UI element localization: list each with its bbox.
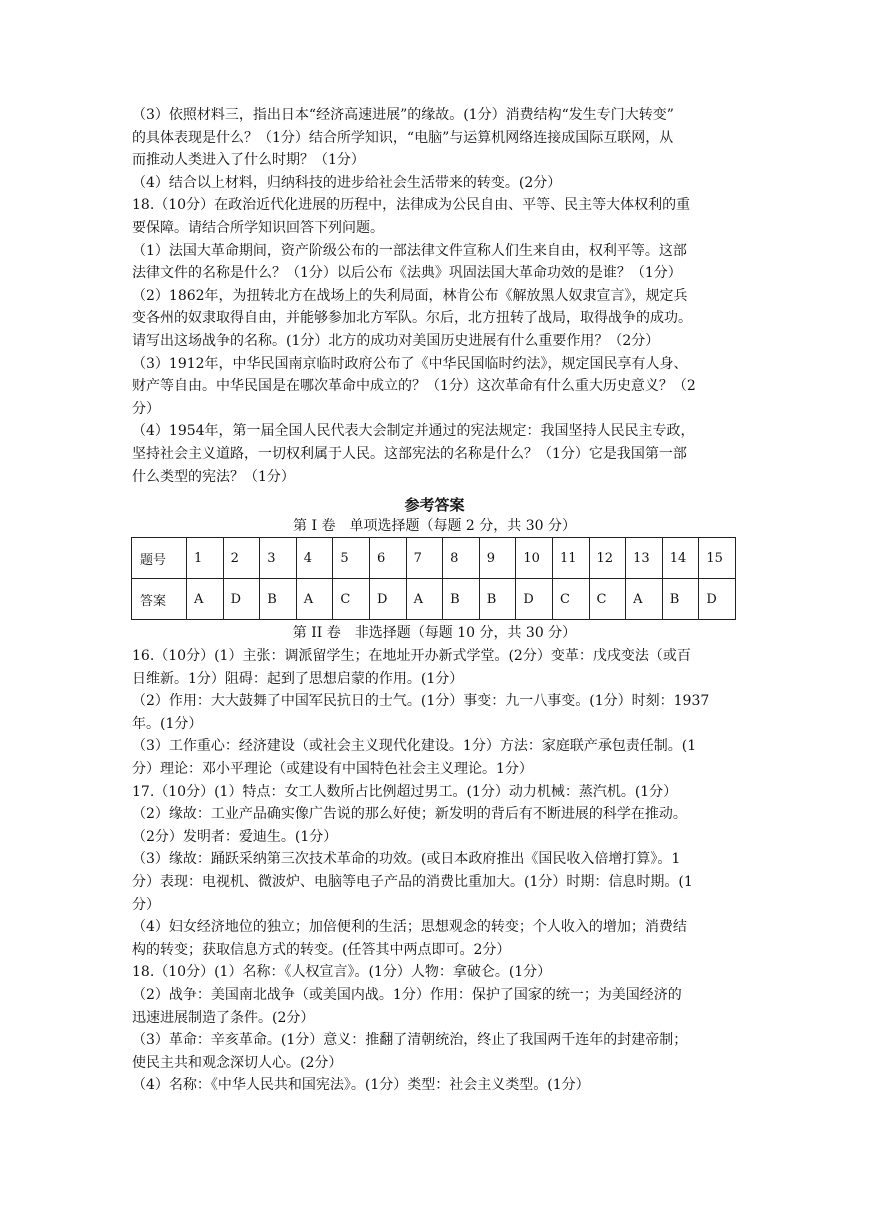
table-cell: 2 (223, 538, 260, 579)
table-cell: B (260, 579, 297, 620)
table-cell: A (626, 579, 663, 620)
table-row-answers (132, 579, 736, 620)
section1-title: 第 I 卷 单项选择题（每题 2 分，共 30 分） (293, 518, 576, 534)
question-line: （4）1954年，第一届全国人民代表大会制定并通过的宪法规定：我国坚持人民民主专政， (132, 423, 695, 440)
table-cell: B (662, 579, 699, 620)
answer-line: （2分）发明者：爱迪生。(1分） (132, 828, 338, 845)
answer-line: 分）理论：邓小平理论（或建设有中国特色社会主义理论。1分） (132, 760, 533, 777)
table-cell: A (406, 579, 443, 620)
answer-title: 参考答案 (404, 496, 465, 514)
question-line: 坚持社会主义道路，一切权利属于人民。这部宪法的名称是什么？（1分）它是我国第一部 (132, 445, 687, 462)
table-cell: C (333, 579, 370, 620)
table-cell: D (516, 579, 553, 620)
table-cell: A (296, 579, 333, 620)
answer-line: 18.（10分）(1）名称：《人权宣言》。(1分）人物：拿破仑。(1分） (132, 964, 552, 981)
answer-line: （4）名称：《中华人民共和国宪法》。(1分）类型：社会主义类型。(1分） (132, 1077, 590, 1094)
table-header-cell: 答案 (132, 579, 187, 620)
answer-line: 年。(1分） (132, 715, 203, 732)
section2-title: 第 II 卷 非选择题（每题 10 分，共 30 分） (292, 625, 577, 641)
table-cell: B (479, 579, 516, 620)
table-cell: C (552, 579, 589, 620)
table-cell: 9 (479, 538, 516, 579)
table-cell: B (443, 579, 480, 620)
answer-line: 17.（10分）(1）特点：女工人数所占比例超过男工。(1分）动力机械：蒸汽机。(1分） (132, 783, 678, 800)
table-header-cell: 题号 (132, 538, 187, 579)
question-line: 什么类型的宪法？（1分） (132, 468, 295, 485)
table-cell: 5 (333, 538, 370, 579)
question-line: 而推动人类进入了什么时期？（1分） (132, 152, 365, 169)
answer-line: 使民主共和观念深切人心。(2分） (132, 1054, 343, 1071)
answer-table (131, 537, 736, 620)
question-line: 分） (132, 400, 160, 417)
table-row-numbers (132, 538, 736, 579)
answer-line: 迅速进展制造了条件。(2分） (132, 1009, 315, 1026)
question-line: 请写出这场战争的名称。(1分）北方的成功对美国历史进展有什么重要作用？（2分） (132, 332, 660, 349)
question-line: （4）结合以上材料，归纳科技的进步给社会生活带来的转变。(2分） (132, 174, 562, 191)
question-line: 要保障。请结合所学知识回答下列问题。 (132, 219, 384, 236)
question-line: 财产等自由。中华民国是在哪次革命中成立的？（1分）这次革命有什么重大历史意义？（2 (132, 378, 696, 395)
table-cell: D (223, 579, 260, 620)
answer-line: （3）工作重心：经济建设（或社会主义现代化建设。1分）方法：家庭联产承包责任制。(1 (132, 738, 697, 755)
table-cell: 4 (296, 538, 333, 579)
table-cell: A (187, 579, 224, 620)
answer-line: （2）战争：美国南北战争（或美国内战。1分）作用：保护了国家的统一；为美国经济的 (132, 986, 682, 1003)
table-cell: 6 (369, 538, 406, 579)
answer-line: 构的转变；获取信息方式的转变。(任答其中两点即可。2分） (132, 941, 511, 958)
answer-line: 16.（10分）(1）主张：调派留学生；在地址开办新式学堂。(2分）变革：戊戌变法（或百 (132, 648, 691, 664)
table-cell: C (589, 579, 626, 620)
table-cell: D (369, 579, 406, 620)
table-cell: 3 (260, 538, 297, 579)
question-line: 变各州的奴隶取得自由，并能够参加北方军队。尔后，北方扭转了战局，取得战争的成功。 (132, 310, 692, 327)
answer-line: （3）缘故：踊跃采纳第三次技术革命的功效。(或日本政府推出《国民收入倍增打算》。1 (132, 851, 681, 868)
table-cell: 1 (187, 538, 224, 579)
question-line: （2）1862年，为扭转北方在战场上的失利局面，林肯公布《解放黑人奴隶宣言》，规定兵 (132, 287, 688, 304)
table-cell: 10 (516, 538, 553, 579)
question-line: （3）依照材料三，指出日本“经济高速进展”的缘故。(1分）消费结构“发生专门大转变” (132, 107, 674, 123)
questions-section (132, 104, 742, 488)
question-line: 的具体表现是什么？（1分）结合所学知识，“电脑”与运算机网络连接成国际互联网，从 (132, 129, 674, 146)
table-cell: D (699, 579, 736, 620)
question-line: （3）1912年，中华民国南京临时政府公布了《中华民国临时约法》，规定国民享有人身、 (132, 355, 688, 372)
answer-line: （3）革命：辛亥革命。(1分）意义：推翻了清朝统治，终止了我国两千连年的封建帝制； (132, 1032, 688, 1049)
answer-line: 日维新。1分）阻碍：起到了思想启蒙的作用。(1分） (132, 670, 464, 687)
question-line: 18.（10分）在政治近代化进展的历程中，法律成为公民自由、平等、民主等大体权利的重 (132, 197, 691, 214)
table-cell: 15 (699, 538, 736, 579)
answer-line: （2）作用：大大鼓舞了中国军民抗日的士气。(1分）事变：九一八事变。(1分）时刻：1937 (132, 693, 710, 710)
answer-line: （4）妇女经济地位的独立；加倍便利的生活；思想观念的转变；个人收入的增加；消费结 (132, 919, 687, 936)
table-cell: 11 (552, 538, 589, 579)
answer-line: 分） (132, 896, 160, 913)
question-line: 法律文件的名称是什么？（1分）以后公布《法典》巩固法国大革命功效的是谁？（1分） (132, 265, 682, 282)
table-cell: 13 (626, 538, 663, 579)
answers-section (132, 645, 742, 1097)
answer-line: 分）表现：电视机、微波炉、电脑等电子产品的消费比重加大。(1分）时期：信息时期。(1 (132, 873, 693, 890)
table-cell: 7 (406, 538, 443, 579)
table-cell: 14 (662, 538, 699, 579)
table-cell: 12 (589, 538, 626, 579)
table-cell: 8 (443, 538, 480, 579)
answer-line: （2）缘故：工业产品确实像广告说的那么好使；新发明的背后有不断进展的科学在推动。 (132, 806, 687, 823)
question-line: （1）法国大革命期间，资产阶级公布的一部法律文件宣称人们生来自由，权利平等。这部 (132, 242, 687, 259)
